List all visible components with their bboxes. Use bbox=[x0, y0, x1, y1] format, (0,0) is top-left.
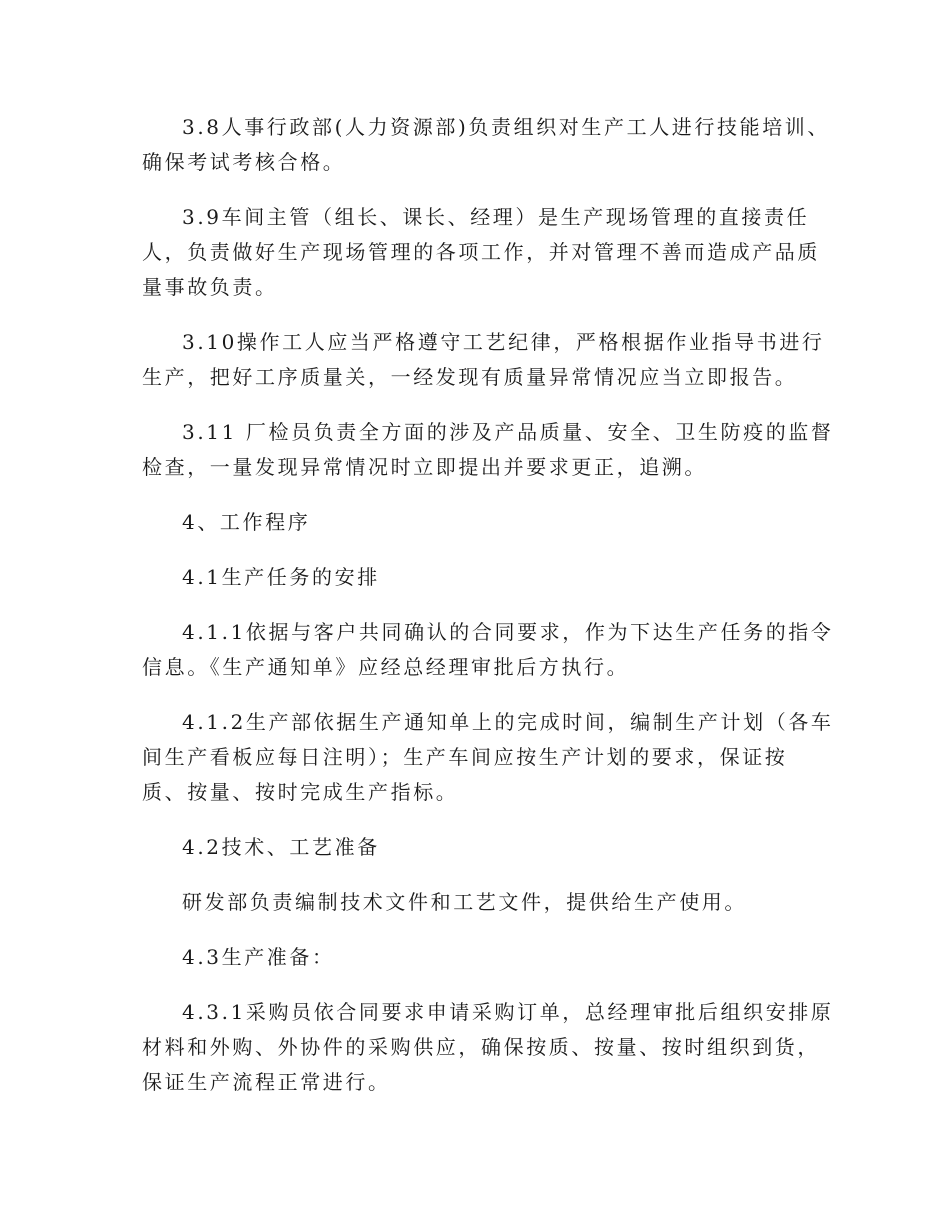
paragraph-4-1-2 bbox=[142, 705, 834, 810]
text-line: 检查，一量发现异常情况时立即提出并要求更正，追溯。 bbox=[142, 455, 707, 479]
text-line: 4.1生产任务的安排 bbox=[182, 565, 380, 589]
paragraph-3-8 bbox=[142, 110, 831, 180]
text-line: 质、按量、按时完成生产指标。 bbox=[142, 780, 459, 804]
text-line: 4.1.2生产部依据生产通知单上的完成时间，编制生产计划（各车 bbox=[182, 710, 834, 734]
paragraph-4-3-1 bbox=[142, 995, 834, 1100]
section-heading-4-1 bbox=[142, 560, 814, 595]
text-line: 保证生产流程正常进行。 bbox=[142, 1070, 391, 1094]
paragraph-3-11 bbox=[142, 415, 834, 485]
text-line: 4.3.1采购员依合同要求申请采购订单，总经理审批后组织安排原 bbox=[182, 1000, 834, 1024]
section-heading-4-3 bbox=[142, 940, 814, 975]
paragraph-4-1-1 bbox=[142, 615, 834, 685]
text-line: 3.9车间主管（组长、课长、经理）是生产现场管理的直接责任 bbox=[182, 205, 810, 229]
section-heading-4-2 bbox=[142, 830, 814, 865]
text-line: 研发部负责编制技术文件和工艺文件，提供给生产使用。 bbox=[182, 890, 747, 914]
text-line: 3.10操作工人应当严格遵守工艺纪律，严格根据作业指导书进行 bbox=[182, 330, 825, 354]
text-line: 4、工作程序 bbox=[182, 510, 311, 534]
section-heading-4 bbox=[142, 505, 814, 540]
text-line: 量事故负责。 bbox=[142, 275, 278, 299]
text-line: 人，负责做好生产现场管理的各项工作，并对管理不善而造成产品质 bbox=[142, 240, 820, 264]
paragraph-3-9 bbox=[142, 200, 820, 305]
text-line: 3.11 厂检员负责全方面的涉及产品质量、安全、卫生防疫的监督 bbox=[182, 420, 834, 444]
text-line: 生产，把好工序质量关，一经发现有质量异常情况应当立即报告。 bbox=[142, 365, 798, 389]
text-line: 信息。《生产通知单》应经总经理审批后方执行。 bbox=[142, 655, 630, 679]
text-line: 材料和外购、外协件的采购供应，确保按质、按量、按时组织到货， bbox=[142, 1035, 820, 1059]
text-line: 间生产看板应每日注明）；生产车间应按生产计划的要求，保证按 bbox=[142, 745, 788, 769]
text-line: 4.3生产准备： bbox=[182, 945, 335, 969]
text-line: 确保考试考核合格。 bbox=[142, 150, 346, 174]
text-line: 3.8人事行政部(人力资源部)负责组织对生产工人进行技能培训、 bbox=[182, 115, 831, 139]
paragraph-4-2-body bbox=[142, 885, 814, 920]
text-line: 4.1.1依据与客户共同确认的合同要求，作为下达生产任务的指令 bbox=[182, 620, 834, 644]
paragraph-3-10 bbox=[142, 325, 825, 395]
text-line: 4.2技术、工艺准备 bbox=[182, 835, 380, 859]
